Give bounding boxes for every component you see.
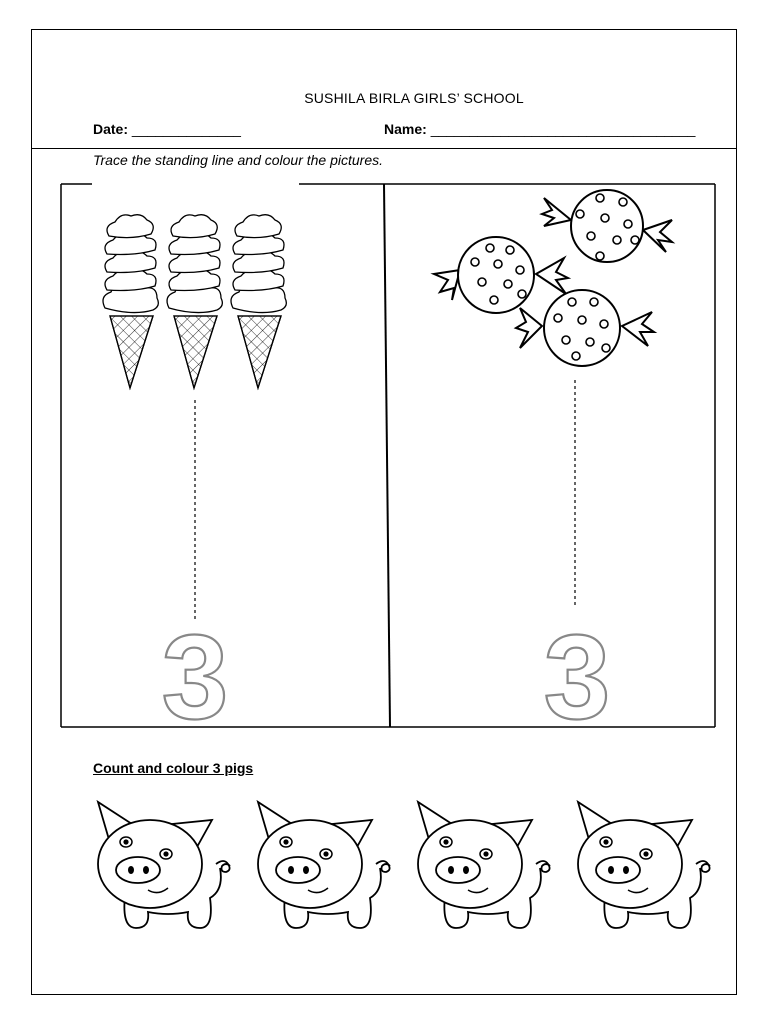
trace-instruction: Trace the standing line and colour the pictures. <box>93 152 384 168</box>
pig-3[interactable] <box>408 798 558 938</box>
ice-cream-cones-picture <box>95 200 295 395</box>
pig-4[interactable] <box>568 798 718 938</box>
school-name: SUSHILA BIRLA GIRLS’ SCHOOL <box>304 90 524 106</box>
ice-cream-cone-3 <box>231 215 286 388</box>
pig-1[interactable] <box>88 798 238 938</box>
right-trace-line[interactable] <box>565 380 585 610</box>
candy-1 <box>542 190 672 262</box>
ice-cream-cone-2 <box>167 215 222 388</box>
name-label: Name: <box>384 121 427 137</box>
date-blank: ______________ <box>131 121 241 137</box>
svg-text:3: 3 <box>161 622 229 727</box>
date-label: Date: <box>93 121 129 137</box>
pig-2[interactable] <box>248 798 398 938</box>
numeral-3-left[interactable] <box>150 622 240 727</box>
numeral-3-right[interactable] <box>532 622 622 727</box>
ice-cream-cone-1 <box>103 215 158 388</box>
left-trace-line[interactable] <box>185 400 205 625</box>
candies-picture <box>430 180 680 380</box>
svg-text:3: 3 <box>543 622 611 727</box>
count-pigs-title: Count and colour 3 pigs <box>93 760 254 776</box>
candy-2 <box>434 237 568 313</box>
name-blank: __________________________________ <box>430 121 696 137</box>
candy-3 <box>516 290 654 366</box>
